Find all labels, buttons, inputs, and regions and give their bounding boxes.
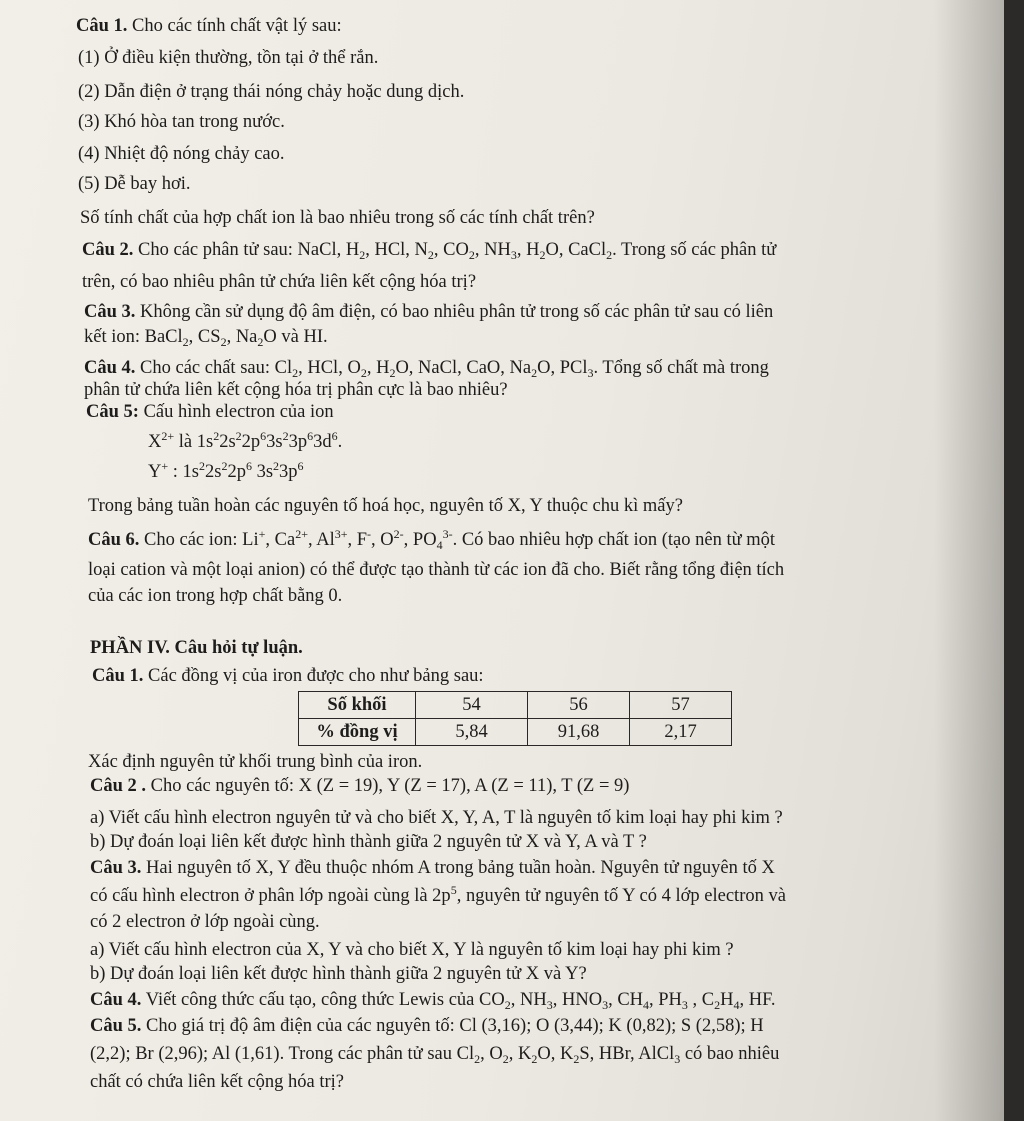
table-row xyxy=(299,719,732,746)
q5-question: Trong bảng tuần hoàn các nguyên tố hoá học, nguyên tố X, Y thuộc chu kì mấy? xyxy=(88,496,683,516)
p1-heading: Câu 1. Các đồng vị của iron được cho như bảng sau: xyxy=(92,666,484,686)
table-cell: 2,17 xyxy=(630,719,732,746)
p3-line-3: có 2 electron ở lớp ngoài cùng. xyxy=(90,912,320,932)
table-row xyxy=(299,692,732,719)
table-cell: 5,84 xyxy=(416,719,528,746)
q6-line-3: của các ion trong hợp chất bằng 0. xyxy=(88,586,343,606)
q3-line-1: Câu 3. Không cần sử dụng độ âm điện, có bao nhiêu phân tử trong số các phân tử sau có liên xyxy=(84,302,774,322)
table-cell: % đồng vị xyxy=(299,719,416,746)
q6-line-2: loại cation và một loại anion) có thể được tạo thành từ các ion đã cho. Biết rằng tổng điện tích xyxy=(88,560,785,580)
p1-question: Xác định nguyên tử khối trung bình của iron. xyxy=(88,752,423,772)
q1-item-4: (4) Nhiệt độ nóng chảy cao. xyxy=(78,144,285,164)
p3-part-b: b) Dự đoán loại liên kết được hình thành giữa 2 nguyên tử X và Y? xyxy=(90,964,587,984)
table-cell: 54 xyxy=(416,692,528,719)
isotope-table xyxy=(298,691,732,746)
q1-question: Số tính chất của hợp chất ion là bao nhiêu trong số các tính chất trên? xyxy=(80,208,595,228)
p2-heading: Câu 2 . Cho các nguyên tố: X (Z = 19), Y (Z = 17), A (Z = 11), T (Z = 9) xyxy=(90,776,630,796)
q5-y-config: Y+ : $1s^22s^22p^6$ $3s^23p^6$ xyxy=(148,459,304,482)
table-cell: 56 xyxy=(528,692,630,719)
table-cell: Số khối xyxy=(299,692,416,719)
p2-part-a: a) Viết cấu hình electron nguyên tử và cho biết X, Y, A, T là nguyên tố kim loại hay phi kim ? xyxy=(90,808,783,828)
p3-line-2: có cấu hình electron ở phân lớp ngoài cùng là $2p^5$, nguyên tử nguyên tố Y có 4 lớp electron và xyxy=(90,883,786,906)
p5-line-1: Câu 5. Cho giá trị độ âm điện của các nguyên tố: Cl (3,16); O (3,44); K (0,82); S (2,58); H xyxy=(90,1016,764,1036)
q5-x-config: $X^{2+}$ là $1s^22s^22p^63s^23p^63d^6$. xyxy=(148,429,343,452)
q1-item-5: (5) Dễ bay hơi. xyxy=(78,174,191,194)
q2-line-1: Câu 2. Cho các phân tử sau: NaCl, $H_2$, HCl, $N_2$, $CO_2$, $NH_3$, $H_2O$, CaCl$_2$. Trong số các phân tử xyxy=(82,240,777,262)
p2-part-b: b) Dự đoán loại liên kết được hình thành giữa 2 nguyên tử X và Y, A và T ? xyxy=(90,832,647,852)
q1-item-1: (1) Ở điều kiện thường, tồn tại ở thể rắn. xyxy=(78,48,379,68)
q1-item-3: (3) Khó hòa tan trong nước. xyxy=(78,112,285,132)
q5-heading: Câu 5: Cấu hình electron của ion xyxy=(86,402,334,422)
q1-item-2: (2) Dẫn điện ở trạng thái nóng chảy hoặc dung dịch. xyxy=(78,82,465,102)
p3-line-1: Câu 3. Hai nguyên tố X, Y đều thuộc nhóm A trong bảng tuần hoàn. Nguyên tử nguyên tố X xyxy=(90,858,775,878)
q4-line-2: phân tử chứa liên kết cộng hóa trị phân cực là bao nhiêu? xyxy=(84,380,508,400)
q4-line-1: Câu 4. Cho các chất sau: $Cl_2$, HCl, $O_2$, $H_2O$, NaCl, CaO, $Na_2O$, PCl$_3$. Tổng số chất mà trong xyxy=(84,358,769,380)
p4-line: Câu 4. Viết công thức cấu tạo, công thức Lewis của $CO_2$, $NH_3$, $HNO_3$, $CH_4$, $PH_3$ , $C_2H_4$, HF. xyxy=(90,990,776,1012)
p5-line-2: (2,2); Br (2,96); Al (1,61). Trong các phân tử sau $Cl_2$, $O_2$, $K_2O$, $K_2S$, HBr, AlCl$_3$ có bao nhiêu xyxy=(90,1044,780,1066)
p5-line-3: chất có chứa liên kết cộng hóa trị? xyxy=(90,1072,345,1092)
table-cell: 91,68 xyxy=(528,719,630,746)
q2-line-2: trên, có bao nhiêu phân tử chứa liên kết cộng hóa trị? xyxy=(82,272,477,292)
table-cell: 57 xyxy=(630,692,732,719)
q6-line-1: Câu 6. Cho các ion: Li+, $Ca^{2+}$, $Al^{3+}$, F-, $O^{2-}$, $PO_4^{3-}$. Có bao nhiêu hợp chất ion (tạo nên từ một xyxy=(88,527,776,552)
p3-part-a: a) Viết cấu hình electron của X, Y và cho biết X, Y là nguyên tố kim loại hay phi kim ? xyxy=(90,940,734,960)
q3-line-2: kết ion: BaCl$_2$, $CS_2$, $Na_2O$ và HI. xyxy=(84,327,328,349)
part4-title: PHẦN IV. Câu hỏi tự luận. xyxy=(90,638,303,658)
q1-heading: Câu 1. Cho các tính chất vật lý sau: xyxy=(76,16,342,36)
